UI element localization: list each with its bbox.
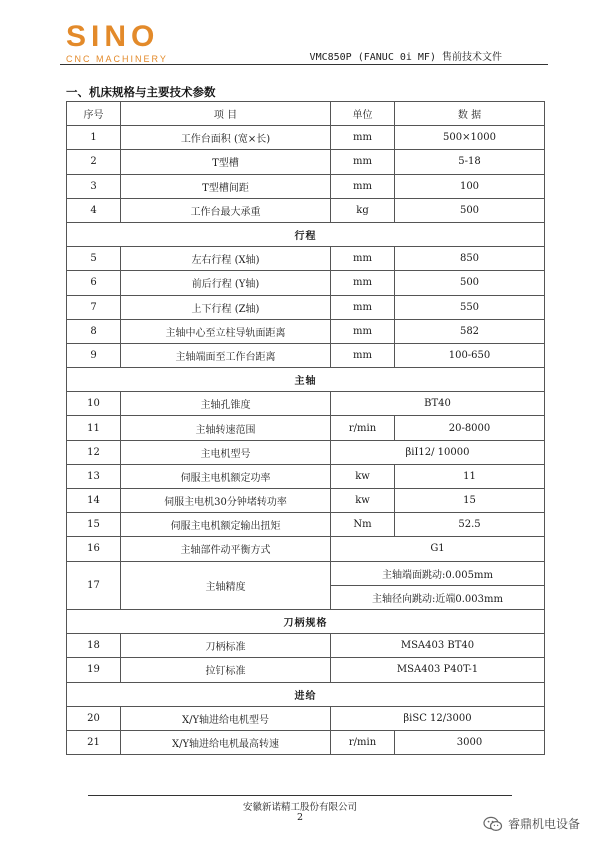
page-number: 2 [296,812,304,823]
row-unit: kg [331,198,395,222]
row-number: 20 [67,706,121,730]
watermark [483,815,580,832]
group-label: 刀柄规格 [67,609,545,633]
row-unit: mm [331,295,395,319]
row-unit: mm [331,126,395,150]
row-value: βiSC 12/3000 [331,706,545,730]
row-value: 100 [395,174,545,198]
footer-company: 安徽新诺精工股份有限公司 [242,802,357,813]
table-row [67,658,545,682]
table-row [67,561,545,585]
row-value: G1 [331,537,545,561]
row-number: 8 [67,319,121,343]
table-row [67,489,545,513]
row-number: 7 [67,295,121,319]
row-number: 11 [67,416,121,440]
row-value: 11 [395,464,545,488]
row-number: 17 [67,561,121,609]
row-item: 上下行程 (Z轴) [121,295,331,319]
row-number: 21 [67,730,121,754]
row-number: 12 [67,440,121,464]
row-number: 3 [67,174,121,198]
header-divider [60,64,548,65]
row-unit: mm [331,247,395,271]
row-item: 主轴端面至工作台距离 [121,343,331,367]
row-unit: mm [331,174,395,198]
row-item: X/Y轴进给电机最高转速 [121,730,331,754]
table-row [67,464,545,488]
row-number: 2 [67,150,121,174]
group-label: 主轴 [67,368,545,392]
watermark-text: 睿鼎机电设备 [507,817,580,831]
row-number: 14 [67,489,121,513]
company-logo [66,22,196,66]
row-value: 5-18 [395,150,545,174]
row-number: 16 [67,537,121,561]
table-row [67,440,545,464]
table-row [67,634,545,658]
table-row [67,271,545,295]
row-unit: mm [331,343,395,367]
group-label: 进给 [67,682,545,706]
row-item: 伺服主电机额定功率 [121,464,331,488]
row-item: 主轴中心至立柱导轨面距离 [121,319,331,343]
row-item: 左右行程 (X轴) [121,247,331,271]
footer-divider [88,795,512,796]
row-item: 主轴转速范围 [121,416,331,440]
wechat-icon [483,816,503,832]
row-item: 主电机型号 [121,440,331,464]
table-row [67,706,545,730]
row-value: 3000 [395,730,545,754]
row-unit: r/min [331,730,395,754]
row-item: 伺服主电机额定输出扭矩 [121,513,331,537]
logo-subtitle: CNC MACHINERY [66,54,168,64]
row-number: 9 [67,343,121,367]
group-row [67,609,545,633]
row-unit: mm [331,319,395,343]
row-item: T型槽间距 [121,174,331,198]
row-item: X/Y轴进给电机型号 [121,706,331,730]
table-row [67,537,545,561]
spec-table-body [67,126,545,755]
row-value: 850 [395,247,545,271]
row-item: 主轴精度 [121,561,331,609]
table-row [67,247,545,271]
row-unit: mm [331,150,395,174]
row-item: 拉钉标准 [121,658,331,682]
table-row [67,319,545,343]
row-number: 1 [67,126,121,150]
row-unit: kw [331,464,395,488]
row-unit: kw [331,489,395,513]
table-row [67,416,545,440]
row-number: 15 [67,513,121,537]
group-row [67,682,545,706]
row-unit: mm [331,271,395,295]
table-row [67,150,545,174]
table-row [67,174,545,198]
row-number: 6 [67,271,121,295]
row-value: 主轴径向跳动:近端0.003mm [331,585,545,609]
row-value: 500×1000 [395,126,545,150]
row-number: 18 [67,634,121,658]
column-header-value: 数 据 [395,102,545,126]
spec-table [66,101,545,755]
table-row [67,343,545,367]
group-label: 行程 [67,222,545,246]
row-unit: Nm [331,513,395,537]
row-value: 500 [395,271,545,295]
row-value: BT40 [331,392,545,416]
row-item: 伺服主电机30分钟堵转功率 [121,489,331,513]
row-value: 20-8000 [395,416,545,440]
row-value: 100-650 [395,343,545,367]
table-row [67,730,545,754]
row-value: MSA403 P40T-1 [331,658,545,682]
row-item: 工作台面积 (宽×长) [121,126,331,150]
row-number: 19 [67,658,121,682]
group-row [67,368,545,392]
document-title: VMC850P (FANUC 0i MF) 售前技术文件 [309,52,502,63]
row-value: 582 [395,319,545,343]
row-value: 52.5 [395,513,545,537]
row-item: 前后行程 (Y轴) [121,271,331,295]
group-row [67,222,545,246]
row-value: 500 [395,198,545,222]
row-number: 10 [67,392,121,416]
column-header-no: 序号 [67,102,121,126]
row-value: MSA403 BT40 [331,634,545,658]
row-item: 主轴孔锥度 [121,392,331,416]
table-row [67,126,545,150]
row-value: 主轴端面跳动:0.005mm [331,561,545,585]
row-number: 4 [67,198,121,222]
table-row [67,392,545,416]
row-number: 13 [67,464,121,488]
row-unit: r/min [331,416,395,440]
table-row [67,295,545,319]
row-item: 工作台最大承重 [121,198,331,222]
row-value: 550 [395,295,545,319]
table-header-row [67,102,545,126]
row-item: 主轴部件动平衡方式 [121,537,331,561]
row-item: T型槽 [121,150,331,174]
section-title: 一、机床规格与主要技术参数 [66,85,216,99]
row-number: 5 [67,247,121,271]
column-header-unit: 单位 [331,102,395,126]
column-header-item: 项 目 [121,102,331,126]
row-value: βiI12/ 10000 [331,440,545,464]
table-row [67,198,545,222]
row-value: 15 [395,489,545,513]
logo-word: SINO [66,20,160,53]
table-row [67,513,545,537]
row-item: 刀柄标准 [121,634,331,658]
